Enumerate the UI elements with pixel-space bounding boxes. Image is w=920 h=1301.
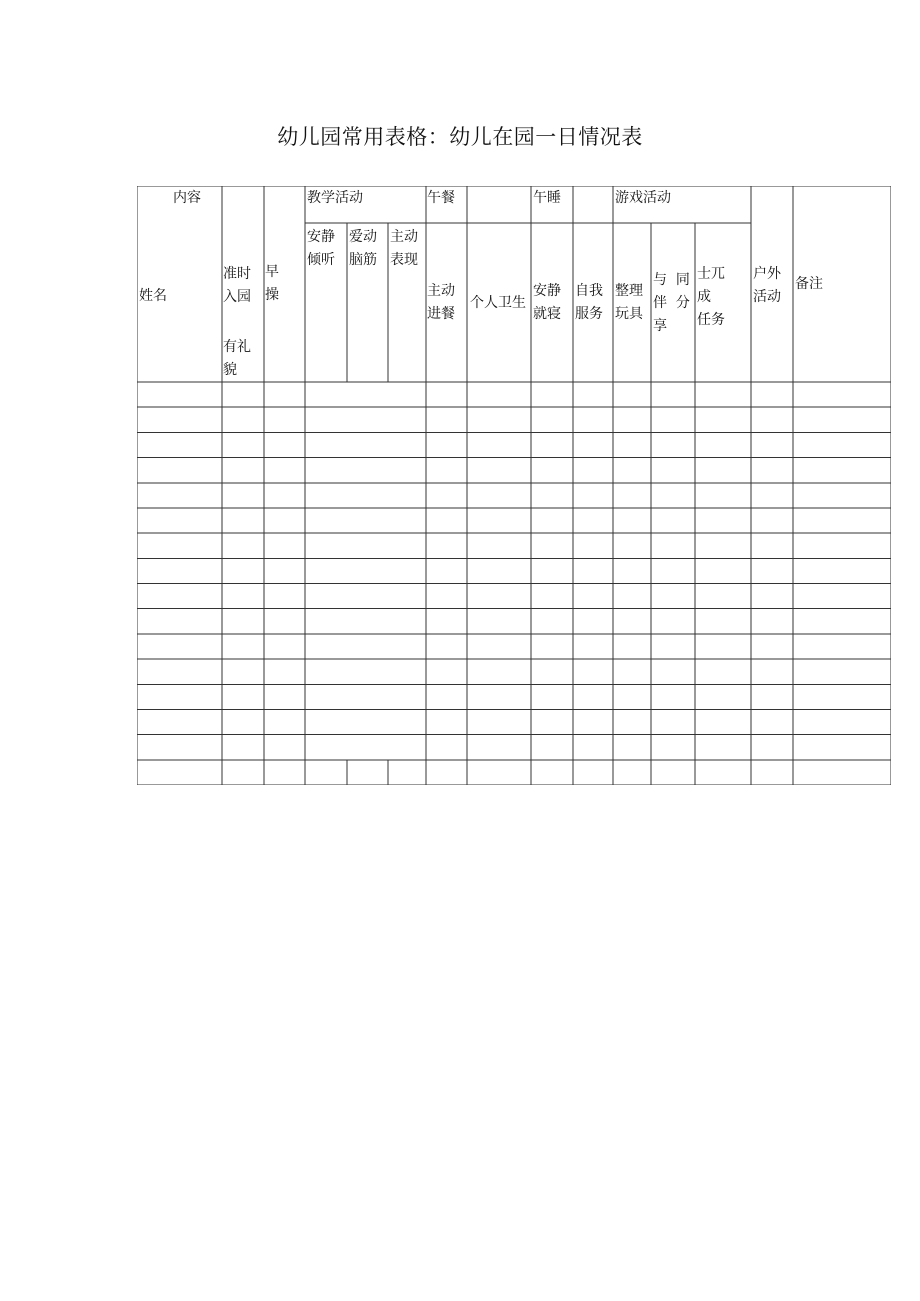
header-complete-task: 士兀 成 任务 — [697, 266, 725, 328]
header-self-service: 自我 服务 — [575, 283, 603, 322]
header-content: 内容 — [173, 190, 201, 206]
header-nap: 午睡 — [533, 190, 561, 206]
header-share-with-peers: 与 同 伴 分 享 — [653, 272, 690, 334]
header-love-thinking: 爱动 脑筋 — [349, 229, 377, 268]
header-outdoor-activity: 户外 活动 — [753, 266, 781, 305]
header-remarks: 备注 — [795, 276, 823, 292]
header-sleep-quietly: 安静 就寝 — [533, 283, 561, 322]
daily-record-table — [137, 186, 891, 785]
header-name: 姓名 — [139, 288, 167, 304]
header-polite: 有礼 貌 — [223, 339, 251, 378]
header-morning-exercise: 早 操 — [265, 264, 279, 303]
header-eat-actively: 主动 进餐 — [427, 283, 455, 322]
page-title: 幼儿园常用表格：幼儿在园一日情况表 — [277, 125, 643, 149]
header-active-expression: 主动 表现 — [390, 229, 418, 268]
header-teaching-activity: 教学活动 — [307, 190, 363, 206]
header-tidy-toys: 整理 玩具 — [615, 283, 643, 322]
header-listen-quietly: 安静 倾听 — [307, 229, 335, 268]
header-game-activity: 游戏活动 — [615, 190, 671, 206]
header-arrive-on-time: 准时 入园 — [223, 266, 251, 305]
header-personal-hygiene: 个人卫生 — [470, 295, 526, 311]
header-lunch: 午餐 — [427, 190, 455, 206]
